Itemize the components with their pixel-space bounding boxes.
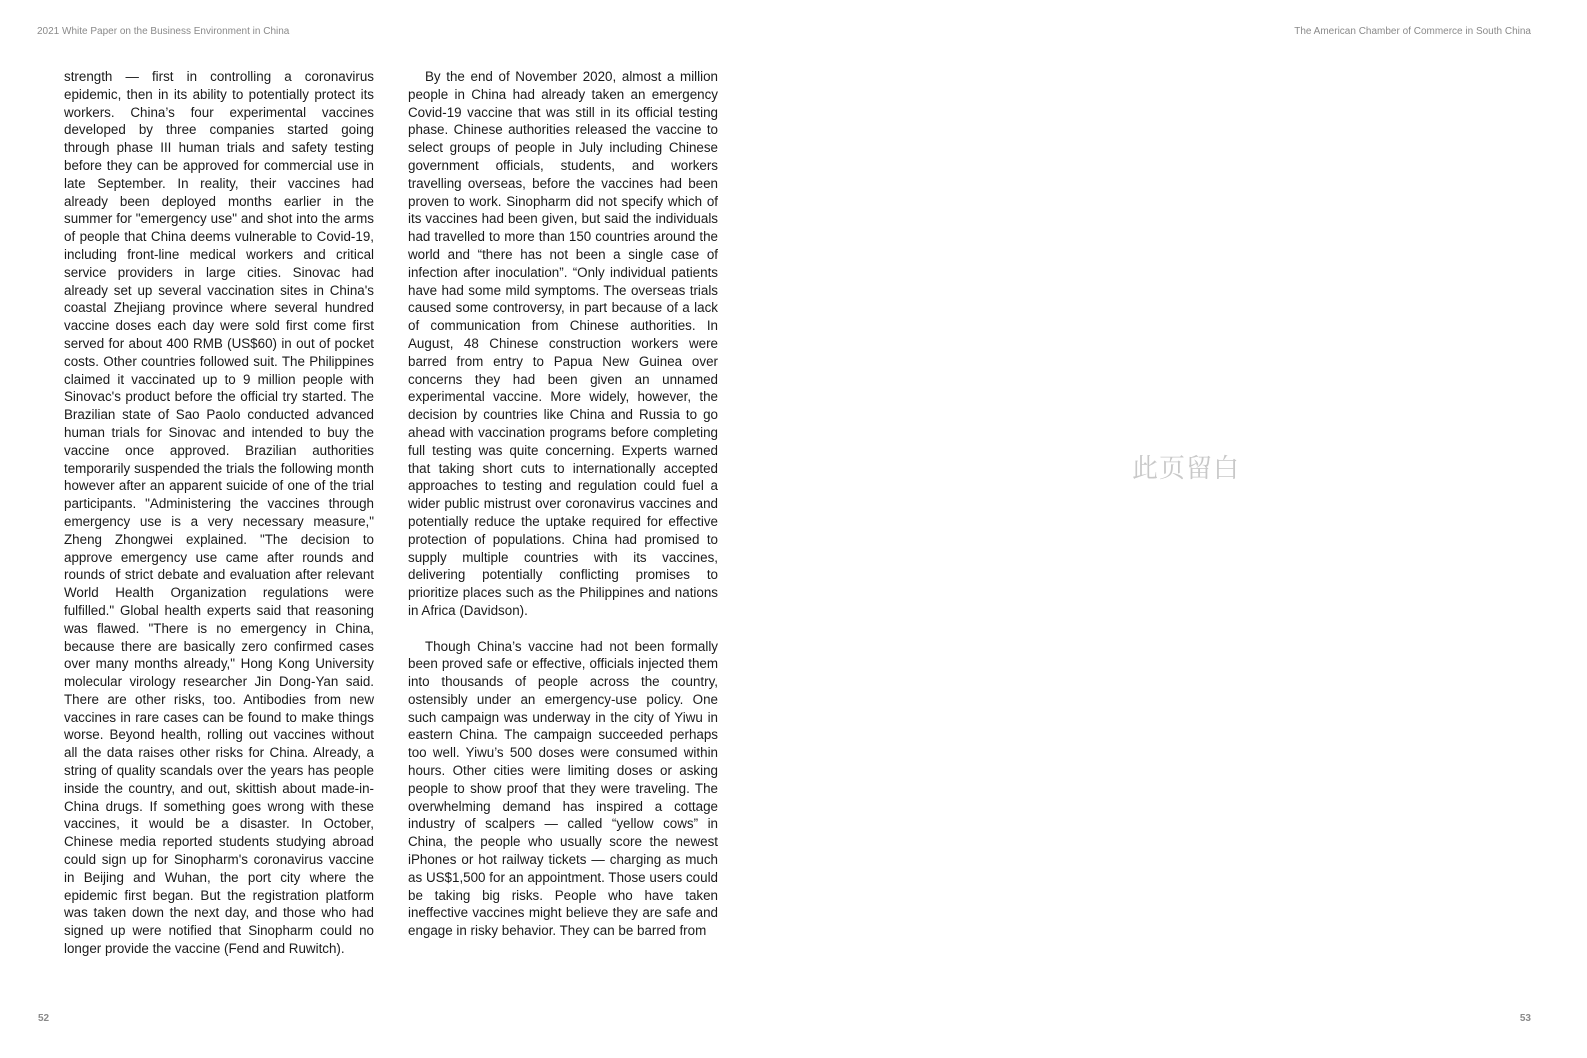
text-column-1	[64, 68, 374, 958]
paragraph: By the end of November 2020, almost a million people in China had already taken an emergency Covid-19 vaccine that was still in its official testing phase. Chinese authorities released the vaccine to select groups of people in July including Chinese government officials, students, and workers travelling overseas, before the vaccines had been proven to work. Sinopharm did not specify which of its vaccines had been given, but said the individuals had travelled to more than 150 countries around the world and “there has not been a single case of infection after inoculation”. “Only individual patients have had some mild symptoms. The overseas trials caused some controversy, in part because of a lack of communication from Chinese authorities. In August, 48 Chinese construction workers were barred from entry to Papua New Guinea over concerns they had been given an unnamed experimental vaccine. More widely, however, the decision by countries like China and Russia to go ahead with vaccination programs before completing full testing was quite concerning. Experts warned that taking short cuts to internationally accepted approaches to testing and regulation could fuel a wider public mistrust over coronavirus vaccines and potentially reduce the uptake required for effective protection of populations. China had promised to supply multiple countries with its vaccines, delivering potentially conflicting promises to prioritize places such as the Philippines and nations in Africa (Davidson).	[408, 69, 718, 618]
paragraph: strength — first in controlling a coronavirus epidemic, then in its ability to potentially protect its workers. China’s four experimental vaccines developed by three companies started going through phase III human trials and safety testing before they can be approved for commercial use in late September. In reality, their vaccines had already been deployed months earlier in the summer for "emergency use" and shot into the arms of people that China deems vulnerable to Covid-19, including front-line medical workers and critical service providers in large cities. Sinovac had already set up several vaccination sites in China's coastal Zhejiang province where several hundred vaccine doses each day were sold first come first served for about 400 RMB (US$60) in out of pocket costs. Other countries followed suit. The Philippines claimed it vaccinated up to 9 million people with Sinovac's product before the official try started. The Brazilian state of Sao Paolo conducted advanced human trials for Sinovac and intended to buy the vaccine once approved. Brazilian authorities temporarily suspended the trials the following month however after an apparent suicide of one of the trial participants. "Administering the vaccines through emergency use is a very necessary measure," Zheng Zhongwei explained. "The decision to approve emergency use came after rounds and rounds of strict debate and evaluation after relevant World Health Organization regulations were fulfilled." Global health experts said that reasoning was flawed. "There is no emergency in China, because there are basically zero confirmed cases over many months already," Hong Kong University molecular virology researcher Jin Dong-Yan said. There are other risks, too. Antibodies from new vaccines in rare cases can be found to make things worse. Beyond health, rolling out vaccines without all the data raises other risks for China. Already, a string of quality scandals over the years has people inside the country, and out, skittish about made-in-China drugs. If something goes wrong with these vaccines, it would be a disaster. In October, Chinese media reported students studying abroad could sign up for Sinopharm's coronavirus vaccine in Beijing and Wuhan, the port city where the epidemic first began. But the registration platform was taken down the next day, and those who had signed up were notified that Sinopharm could no longer provide the vaccine (Fend and Ruwitch).	[64, 69, 374, 957]
left-page	[0, 0, 793, 1058]
running-head-right: The American Chamber of Commerce in South China	[1294, 26, 1531, 37]
text-column-2	[408, 68, 718, 940]
page-number-right: 53	[1519, 1013, 1531, 1024]
paragraph: Though China’s vaccine had not been formally been proved safe or effective, officials injected them into thousands of people across the country, ostensibly under an emergency-use policy. One such campaign was underway in the city of Yiwu in eastern China. The campaign succeeded perhaps too well. Yiwu’s 500 doses were consumed within hours. Other cities were limiting doses or asking people to show proof that they were traveling. The overwhelming demand has inspired a cottage industry of scalpers — called “yellow cows” in China, the people who usually score the newest iPhones or hot railway tickets — charging as much as US$1,500 for an appointment. Those users could be taking big risks. People who have taken ineffective vaccines might believe they are safe and engage in risky behavior. They can be barred from	[408, 638, 718, 939]
running-head-left: 2021 White Paper on the Business Environment in China	[37, 26, 290, 37]
page-number-left: 52	[38, 1013, 50, 1024]
right-page	[794, 0, 1587, 1058]
blank-page-note: 此页留白	[1132, 454, 1241, 484]
